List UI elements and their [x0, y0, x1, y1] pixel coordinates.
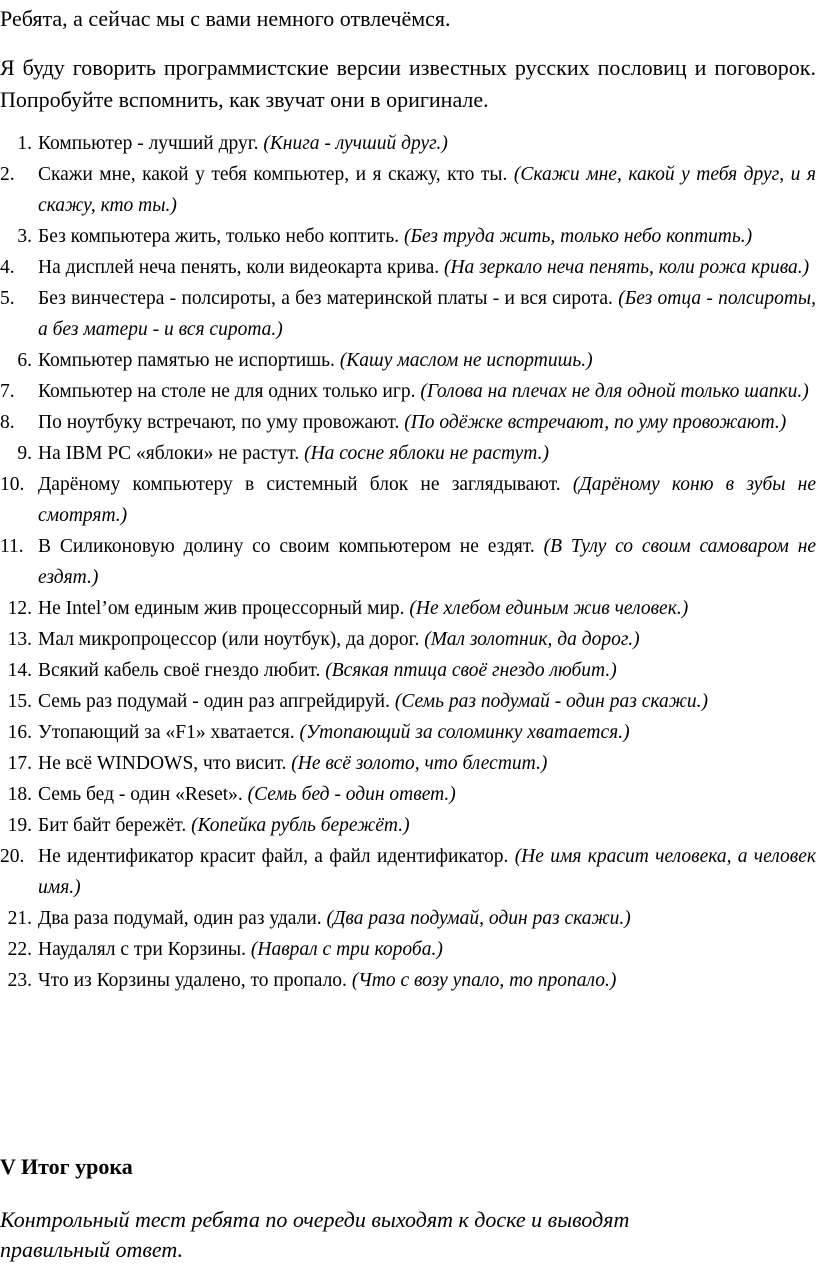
item-original: (Не хлебом единым жив человек.) [409, 598, 689, 619]
item-original: (Копейка рубль бережёт.) [191, 815, 410, 836]
list-item [0, 469, 816, 531]
list-item [0, 965, 816, 996]
item-original: (Что с возу упало, то пропало.) [351, 970, 617, 991]
item-original: (Без труда жить, только небо коптить.) [403, 226, 753, 247]
item-original: (Не имя красит человека, а человек имя.) [38, 846, 816, 898]
list-item [0, 624, 816, 655]
item-text: Не всё WINDOWS, что висит. [38, 753, 287, 774]
item-text: Без компьютера жить, только небо коптить. [38, 226, 400, 247]
item-text: Бит байт бережёт. [38, 815, 187, 836]
list-item [0, 841, 816, 903]
item-number: 22. [7, 939, 32, 960]
list-item [0, 934, 816, 965]
item-original: (На сосне яблоки не растут.) [304, 443, 549, 464]
intro-sentence: Ребята, а сейчас мы с вами немного отвлечёмся. [0, 6, 451, 31]
item-number: 19. [7, 815, 32, 836]
item-original: (В Тулу со своим самоваром не ездят.) [38, 536, 816, 588]
item-text: Всякий кабель своё гнездо любит. [38, 660, 321, 681]
list-item [0, 345, 816, 376]
item-original: (На зеркало неча пенять, коли рожа крива.) [443, 257, 810, 278]
list-item [0, 252, 816, 283]
item-original: (Семь бед - один ответ.) [247, 784, 456, 805]
item-number: 14. [7, 660, 32, 681]
list-item [0, 655, 816, 686]
item-original: (Наврал с три короба.) [250, 939, 443, 960]
item-original: (Мал золотник, да дорог.) [424, 629, 640, 650]
item-text: Компьютер на столе не для одних только игр. [38, 381, 416, 402]
item-text: На IBM PC «яблоки» не растут. [38, 443, 300, 464]
list-item [0, 903, 816, 934]
item-number: 20. [0, 846, 25, 867]
list-item [0, 128, 816, 159]
list-item [0, 748, 816, 779]
item-text: Не Intel’ом единым жив процессорный мир. [38, 598, 405, 619]
item-text: Дарёному компьютеру в системный блок не заглядывают. [38, 474, 561, 495]
closing-paragraph: Контрольный тест ребята по очереди выходят к доске и выводят правильный ответ. [0, 1207, 630, 1262]
item-number: 4. [0, 257, 15, 278]
item-original: (Семь раз подумай - один раз скажи.) [394, 691, 708, 712]
section-title: V Итог урока [0, 1154, 133, 1179]
item-original: (Не всё золото, что блестит.) [291, 753, 548, 774]
list-item [0, 159, 816, 221]
item-text: Не идентификатор красит файл, а файл идентификатор. [38, 846, 509, 867]
item-number: 21. [7, 908, 32, 929]
item-number: 18. [7, 784, 32, 805]
item-text: Скажи мне, какой у тебя компьютер, и я скажу, кто ты. [38, 164, 508, 185]
list-item [0, 221, 816, 252]
item-number: 10. [0, 474, 25, 495]
item-number: 8. [0, 412, 15, 433]
list-item [0, 717, 816, 748]
item-text: По ноутбуку встречают, по уму провожают. [38, 412, 400, 433]
list-item [0, 376, 816, 407]
item-number: 6. [17, 350, 32, 371]
item-text: Утопающий за «F1» хватается. [38, 722, 295, 743]
intro-paragraph: Я буду говорить программистские версии известных русских пословиц и поговорок. Попробуйте вспомнить, как звучат они в оригинале. [0, 55, 816, 112]
item-original: (Кашу маслом не испортишь.) [339, 350, 593, 371]
item-number: 15. [7, 691, 32, 712]
item-original: (Без отца - полсироты, а без матери - и вся сирота.) [38, 288, 816, 340]
item-original: (Два раза подумай, один раз скажи.) [326, 908, 631, 929]
item-number: 9. [17, 443, 32, 464]
list-item [0, 593, 816, 624]
item-text: В Силиконовую долину со своим компьютером не ездят. [38, 536, 535, 557]
list-item [0, 810, 816, 841]
item-number: 17. [7, 753, 32, 774]
list-item [0, 407, 816, 438]
list-item [0, 531, 816, 593]
item-original: (Дарёному коню в зубы не смотрят.) [38, 474, 816, 526]
item-original: (Голова на плечах не для одной только шапки.) [420, 381, 809, 402]
item-number: 11. [0, 536, 24, 557]
item-text: Семь бед - один «Reset». [38, 784, 243, 805]
item-text: Семь раз подумай - один раз апгрейдируй. [38, 691, 390, 712]
list-item [0, 779, 816, 810]
proverbs-list [0, 128, 816, 996]
item-number: 3. [17, 226, 32, 247]
item-number: 1. [17, 133, 32, 154]
item-original: (По одёжке встречают, по уму провожают.) [404, 412, 787, 433]
item-original: (Всякая птица своё гнездо любит.) [325, 660, 617, 681]
item-text: На дисплей неча пенять, коли видеокарта крива. [38, 257, 440, 278]
item-number: 12. [7, 598, 32, 619]
item-text: Мал микропроцессор (или ноутбук), да дорог. [38, 629, 420, 650]
item-number: 7. [0, 381, 15, 402]
item-original: (Книга - лучший друг.) [263, 133, 448, 154]
list-item [0, 686, 816, 717]
item-original: (Скажи мне, какой у тебя друг, и я скажу, кто ты.) [38, 164, 816, 216]
item-number: 5. [0, 288, 15, 309]
item-text: Два раза подумай, один раз удали. [38, 908, 322, 929]
item-original: (Утопающий за соломинку хватается.) [299, 722, 630, 743]
item-text: Компьютер памятью не испортишь. [38, 350, 335, 371]
item-number: 13. [7, 629, 32, 650]
list-item [0, 438, 816, 469]
item-text: Наудалял с три Корзины. [38, 939, 246, 960]
item-text: Что из Корзины удалено, то пропало. [38, 970, 347, 991]
item-number: 23. [7, 970, 32, 991]
item-number: 16. [7, 722, 32, 743]
item-text: Компьютер - лучший друг. [38, 133, 259, 154]
item-text: Без винчестера - полсироты, а без материнской платы - и вся сирота. [38, 288, 613, 309]
list-item [0, 283, 816, 345]
item-number: 2. [0, 164, 15, 185]
